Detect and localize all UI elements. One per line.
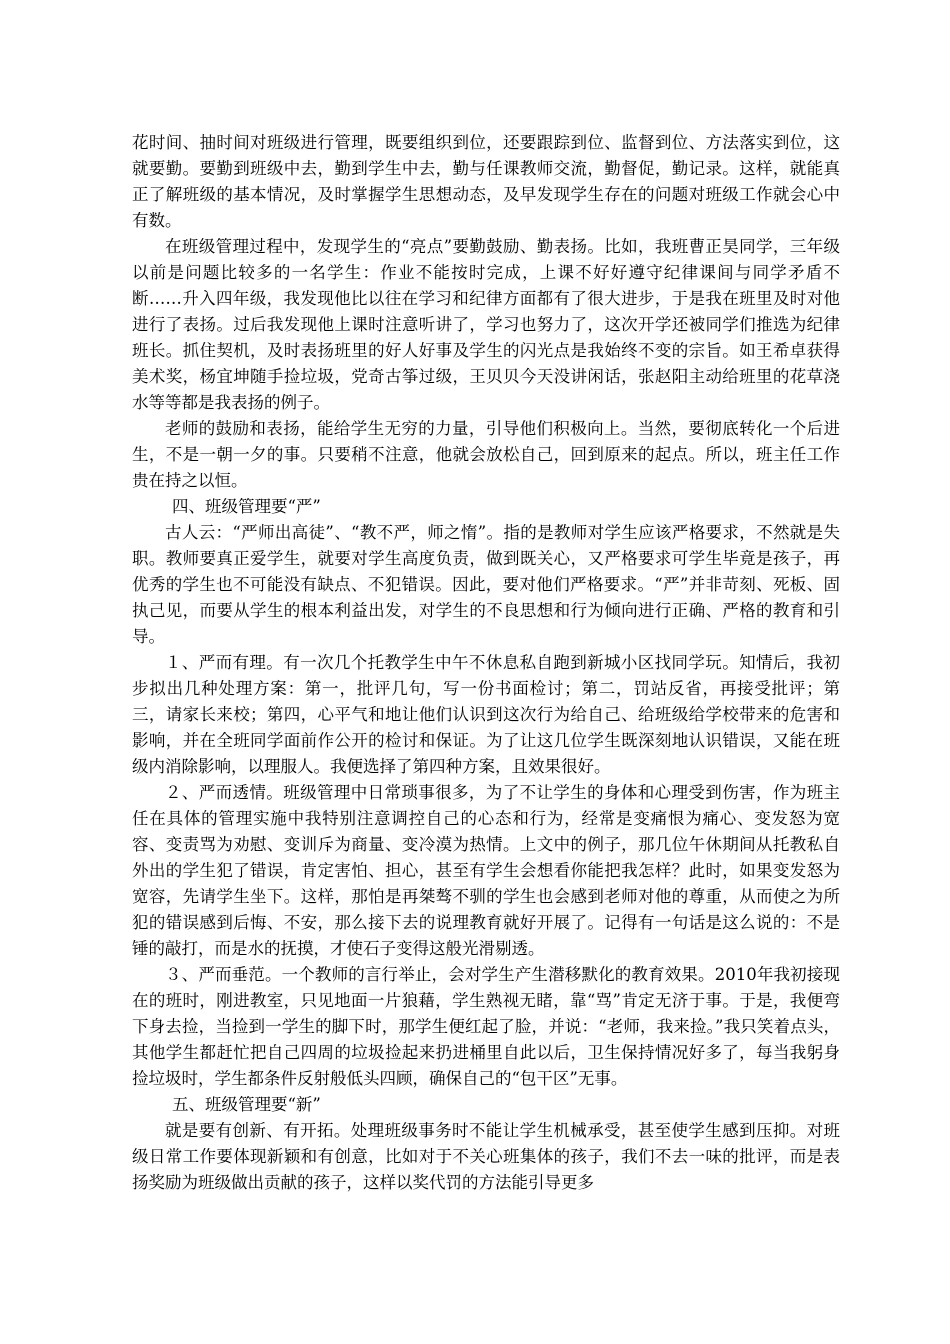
section-heading-new: 五、班级管理要“新” (172, 1095, 321, 1114)
paragraph-praise: 在班级管理过程中，发现学生的“亮点”要勤鼓励、勤表扬。比如，我班曹正昊同学，三年级以前是问题比较多的一名学生：作业不能按时完成，上课不好好遵守纪律课间与同学矛盾不断……升入四年级，我发现他比以往在学习和纪律方面都有了很大进步，于是我在班里及时对他进行了表扬。过后我发现他上课时注意听讲了，学习也努力了，这次开学还被同学们推选为纪律班长。抓住契机，及时表扬班里的好人好事及学生的闪光点是我始终不变的宗旨。如王希卓获得美术奖，杨宜坤随手捡垃圾，党奇古筝过级，王贝贝今天没讲闲话，张赵阳主动给班里的花草浇水等等都是我表扬的例子。 (132, 237, 840, 412)
paragraph-strict-reason: １、严而有理。有一次几个托教学生中午不休息私自跑到新城小区找同学玩。知情后，我初步拟出几种处理方案：第一，批评几句，写一份书面检讨；第二，罚站反省，再接受批评；第三，请家长来校；第四，心平气和地让他们认识到这次行为给自己、给班级给学校带来的危害和影响，并在全班同学面前作公开的检讨和保证。为了让这几位学生既深刻地认识错误，又能在班级内消除影响，以理服人。我便选择了第四种方案，且效果很好。 (132, 653, 840, 776)
paragraph-strict-emotion: ２、严而透情。班级管理中日常琐事很多，为了不让学生的身体和心理受到伤害，作为班主任在具体的管理实施中我特别注意调控自己的心态和行为，经常是变痛恨为痛心、变发怒为宽容、变责骂为劝慰、变训斥为商量、变冷漠为热情。上文中的例子，那几位午休期间从托教私自外出的学生犯了错误，肯定害怕、担心，甚至有学生会想看你能把我怎样？此时，如果变发怒为宽容，先请学生坐下。这样，那怕是再桀骜不驯的学生也会感到老师对他的尊重，从而使之为所犯的错误感到后悔、不安，那么接下去的说理教育就好开展了。记得有一句话是这么说的：不是锤的敲打，而是水的抚摸，才使石子变得这般光滑剔透。 (132, 783, 840, 958)
paragraph-strict-intro: 古人云：“严师出高徒”、“教不严，师之惰”。指的是教师对学生应该严格要求，不然就是失职。教师要真正爱学生，就要对学生高度负责，做到既关心，又严格要求可学生毕竟是孩子，再优秀的学生也不可能没有缺点、不犯错误。因此，要对他们严格要求。“严”并非苛刻、死板、固执己见，而要从学生的根本利益出发，对学生的不良思想和行为倾向进行正确、严格的教育和引导。 (132, 523, 840, 646)
document-page (132, 130, 840, 1196)
paragraph-strict-example: ３、严而垂范。一个教师的言行举止，会对学生产生潜移默化的教育效果。2010年我初接现在的班时，刚进教室，只见地面一片狼藉，学生熟视无睹，靠“骂”肯定无济于事。于是，我便弯下身去捡，当捡到一学生的脚下时，那学生便红起了脸，并说：“老师，我来捡。”我只笑着点头，其他学生都赶忙把自己四周的垃圾捡起来扔进桶里自此以后，卫生保持情况好多了，每当我躬身捡垃圾时，学生都条件反射般低头四顾，确保自己的“包干区”无事。 (132, 965, 840, 1088)
section-heading-strict: 四、班级管理要“严” (172, 497, 321, 516)
paragraph-continued: 花时间、抽时间对班级进行管理，既要组织到位，还要跟踪到位、监督到位、方法落实到位，这就要勤。要勤到班级中去，勤到学生中去，勤与任课教师交流，勤督促，勤记录。这样，就能真正了解班级的基本情况，及时掌握学生思想动态，及早发现学生存在的问题对班级工作就会心中有数。 (132, 133, 840, 230)
paragraph-perseverance: 老师的鼓励和表扬，能给学生无穷的力量，引导他们积极向上。当然，要彻底转化一个后进生，不是一朝一夕的事。只要稍不注意，他就会放松自己，回到原来的起点。所以，班主任工作贵在持之以恒。 (132, 419, 840, 490)
paragraph-innovation: 就是要有创新、有开拓。处理班级事务时不能让学生机械承受，甚至使学生感到压抑。对班级日常工作要体现新颖和有创意，比如对于不关心班集体的孩子，我们不去一味的批评，而是表扬奖励为班级做出贡献的孩子，这样以奖代罚的方法能引导更多 (132, 1121, 840, 1192)
